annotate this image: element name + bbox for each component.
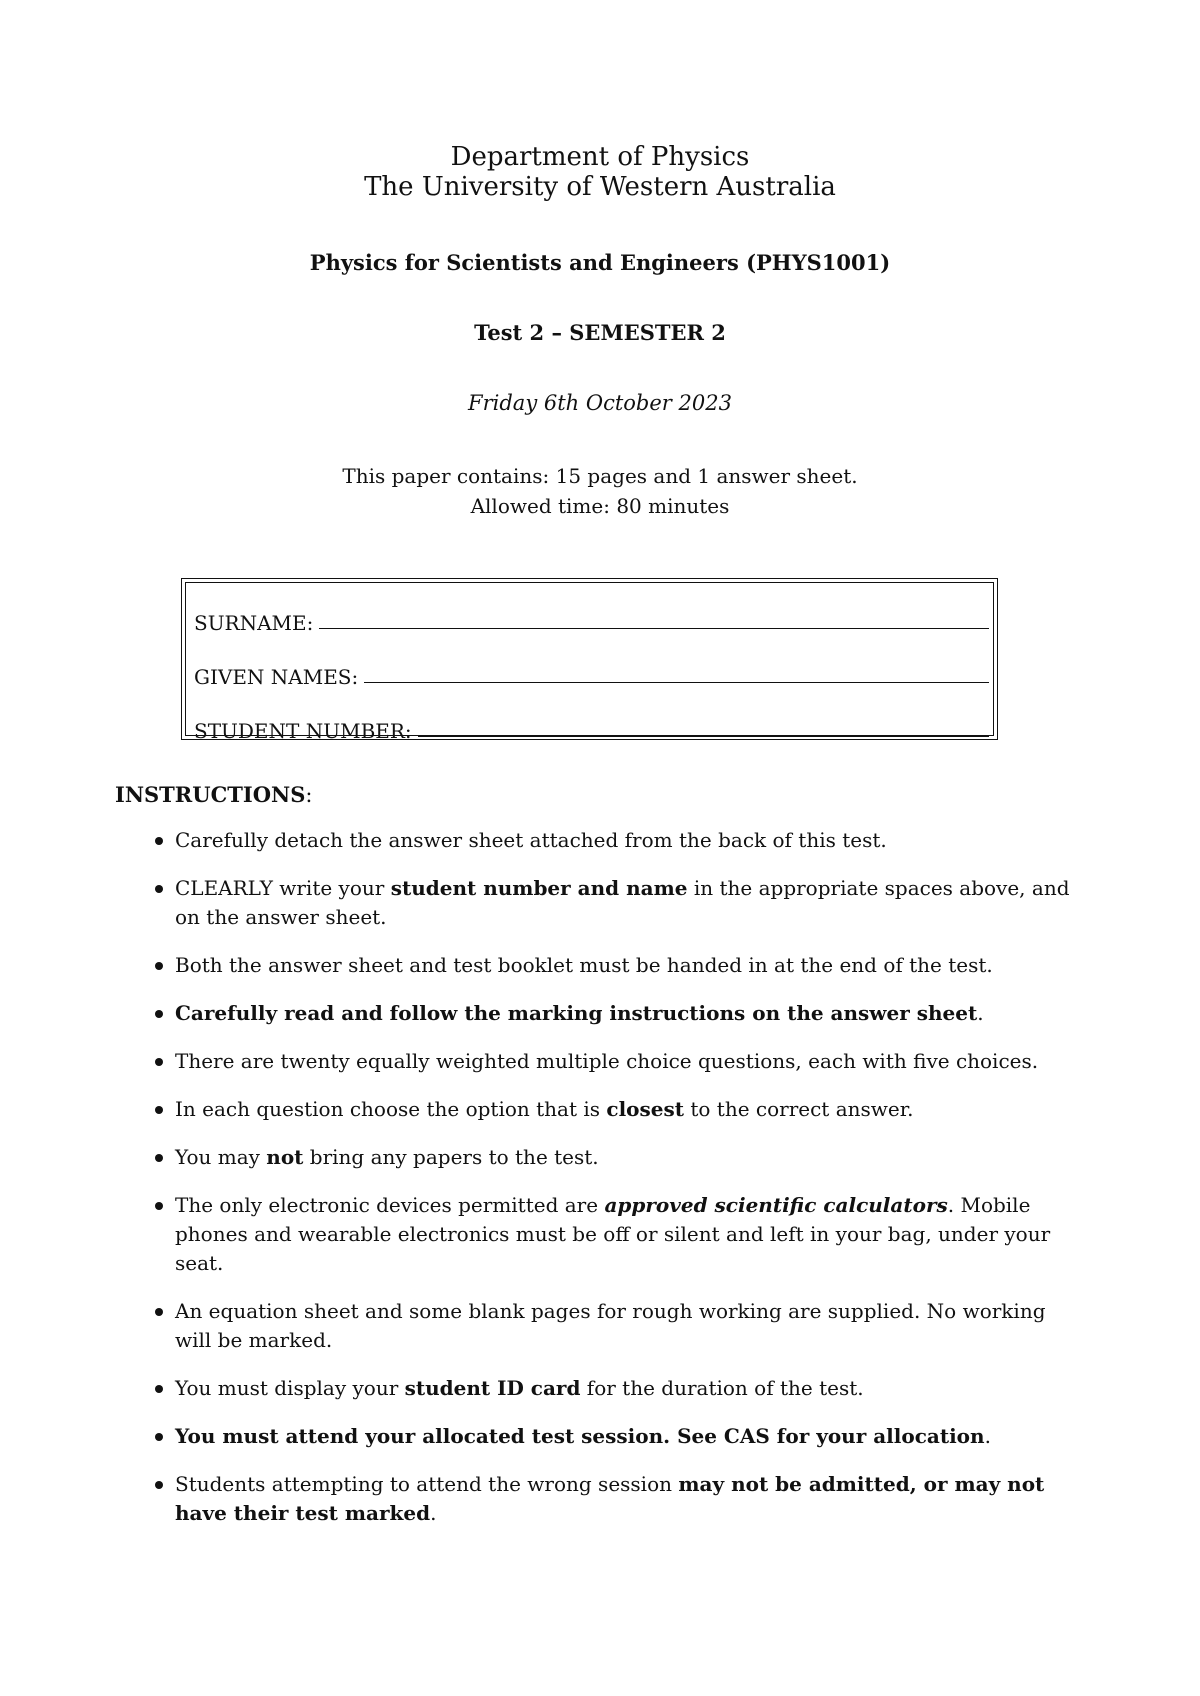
student-id-box-inner — [185, 582, 994, 743]
instruction-text: You must display your — [175, 1376, 405, 1400]
instruction-text: There are twenty equally weighted multiple choice questions, each with five choices. — [175, 1049, 1039, 1073]
allowed-time: Allowed time: 80 minutes — [470, 494, 730, 518]
bullet-icon — [155, 1106, 163, 1114]
instruction-text: CLEARLY write your — [175, 876, 391, 900]
instruction-emphasis: approved scientific calculators — [604, 1193, 948, 1217]
instruction-text: Both the answer sheet and test booklet must be handed in at the end of the test. — [175, 953, 993, 977]
instruction-item — [115, 1047, 1075, 1076]
instructions-list — [115, 826, 1075, 1547]
bullet-icon — [155, 1010, 163, 1018]
instructions-heading — [115, 782, 312, 807]
instruction-item — [115, 951, 1075, 980]
instructions-heading-text: INSTRUCTIONS — [115, 782, 306, 807]
student-number-field[interactable] — [418, 735, 989, 737]
bullet-icon — [155, 1154, 163, 1162]
instruction-emphasis: You must attend your allocated test session. See CAS for your allocation — [175, 1424, 985, 1448]
instruction-text: Carefully detach the answer sheet attached from the back of this test. — [175, 828, 887, 852]
instruction-item — [115, 999, 1075, 1028]
instruction-emphasis: may not be admitted, or may not have their test marked — [175, 1472, 1045, 1525]
instruction-emphasis: closest — [606, 1097, 684, 1121]
instruction-emphasis: student number and name — [390, 876, 688, 900]
instruction-text: bring any papers to the test. — [303, 1145, 599, 1169]
instruction-item — [115, 1422, 1075, 1451]
given-names-field[interactable] — [364, 681, 989, 683]
bullet-icon — [155, 885, 163, 893]
bullet-icon — [155, 1433, 163, 1441]
surname-row — [194, 611, 989, 635]
instruction-text: in the appropriate spaces above, and on the answer sheet. — [175, 876, 1070, 929]
department-name: Department of Physics — [450, 142, 750, 172]
university-name: The University of Western Australia — [364, 172, 836, 202]
instruction-item — [115, 1143, 1075, 1172]
bullet-icon — [155, 837, 163, 845]
instruction-item — [115, 1191, 1075, 1278]
surname-field[interactable] — [319, 627, 989, 629]
bullet-icon — [155, 1058, 163, 1066]
instruction-text: to the correct answer. — [684, 1097, 914, 1121]
instruction-text: An equation sheet and some blank pages for rough working are supplied. No working will be marked. — [175, 1299, 1046, 1352]
bullet-icon — [155, 1308, 163, 1316]
instruction-text: The only electronic devices permitted are — [175, 1193, 605, 1217]
student-number-row — [194, 719, 989, 743]
bullet-icon — [155, 1202, 163, 1210]
page-count: This paper contains: 15 pages and 1 answer sheet. — [342, 464, 858, 488]
instruction-text: You may — [175, 1145, 267, 1169]
given-names-label: GIVEN NAMES: — [194, 665, 359, 689]
instruction-emphasis: not — [266, 1145, 304, 1169]
instruction-item — [115, 874, 1075, 932]
instruction-emphasis: Carefully read and follow the marking instructions on the answer sheet — [175, 1001, 978, 1025]
instruction-text: In each question choose the option that is — [175, 1097, 607, 1121]
bullet-icon — [155, 962, 163, 970]
test-date: Friday 6th October 2023 — [468, 391, 732, 415]
instruction-text: . — [984, 1424, 991, 1448]
instruction-text: . Mobile phones and wearable electronics must be off or silent and left in your bag, under your seat. — [175, 1193, 1051, 1275]
given-names-row — [194, 665, 989, 689]
instruction-text: for the duration of the test. — [580, 1376, 864, 1400]
course-title: Physics for Scientists and Engineers (PHYS1001) — [309, 250, 891, 275]
student-number-label: STUDENT NUMBER: — [194, 719, 412, 743]
bullet-icon — [155, 1385, 163, 1393]
test-title: Test 2 – SEMESTER 2 — [474, 320, 726, 345]
instruction-item — [115, 1297, 1075, 1355]
instruction-item — [115, 1095, 1075, 1124]
instruction-text: . — [977, 1001, 984, 1025]
instructions-heading-colon: : — [305, 783, 313, 807]
instruction-text: . — [430, 1501, 437, 1525]
instruction-emphasis: student ID card — [404, 1376, 581, 1400]
surname-label: SURNAME: — [194, 611, 314, 635]
bullet-icon — [155, 1481, 163, 1489]
instruction-text: Students attempting to attend the wrong session — [175, 1472, 679, 1496]
student-id-box — [181, 578, 998, 743]
instruction-item — [115, 1470, 1075, 1528]
instruction-item — [115, 826, 1075, 855]
instruction-item — [115, 1374, 1075, 1403]
